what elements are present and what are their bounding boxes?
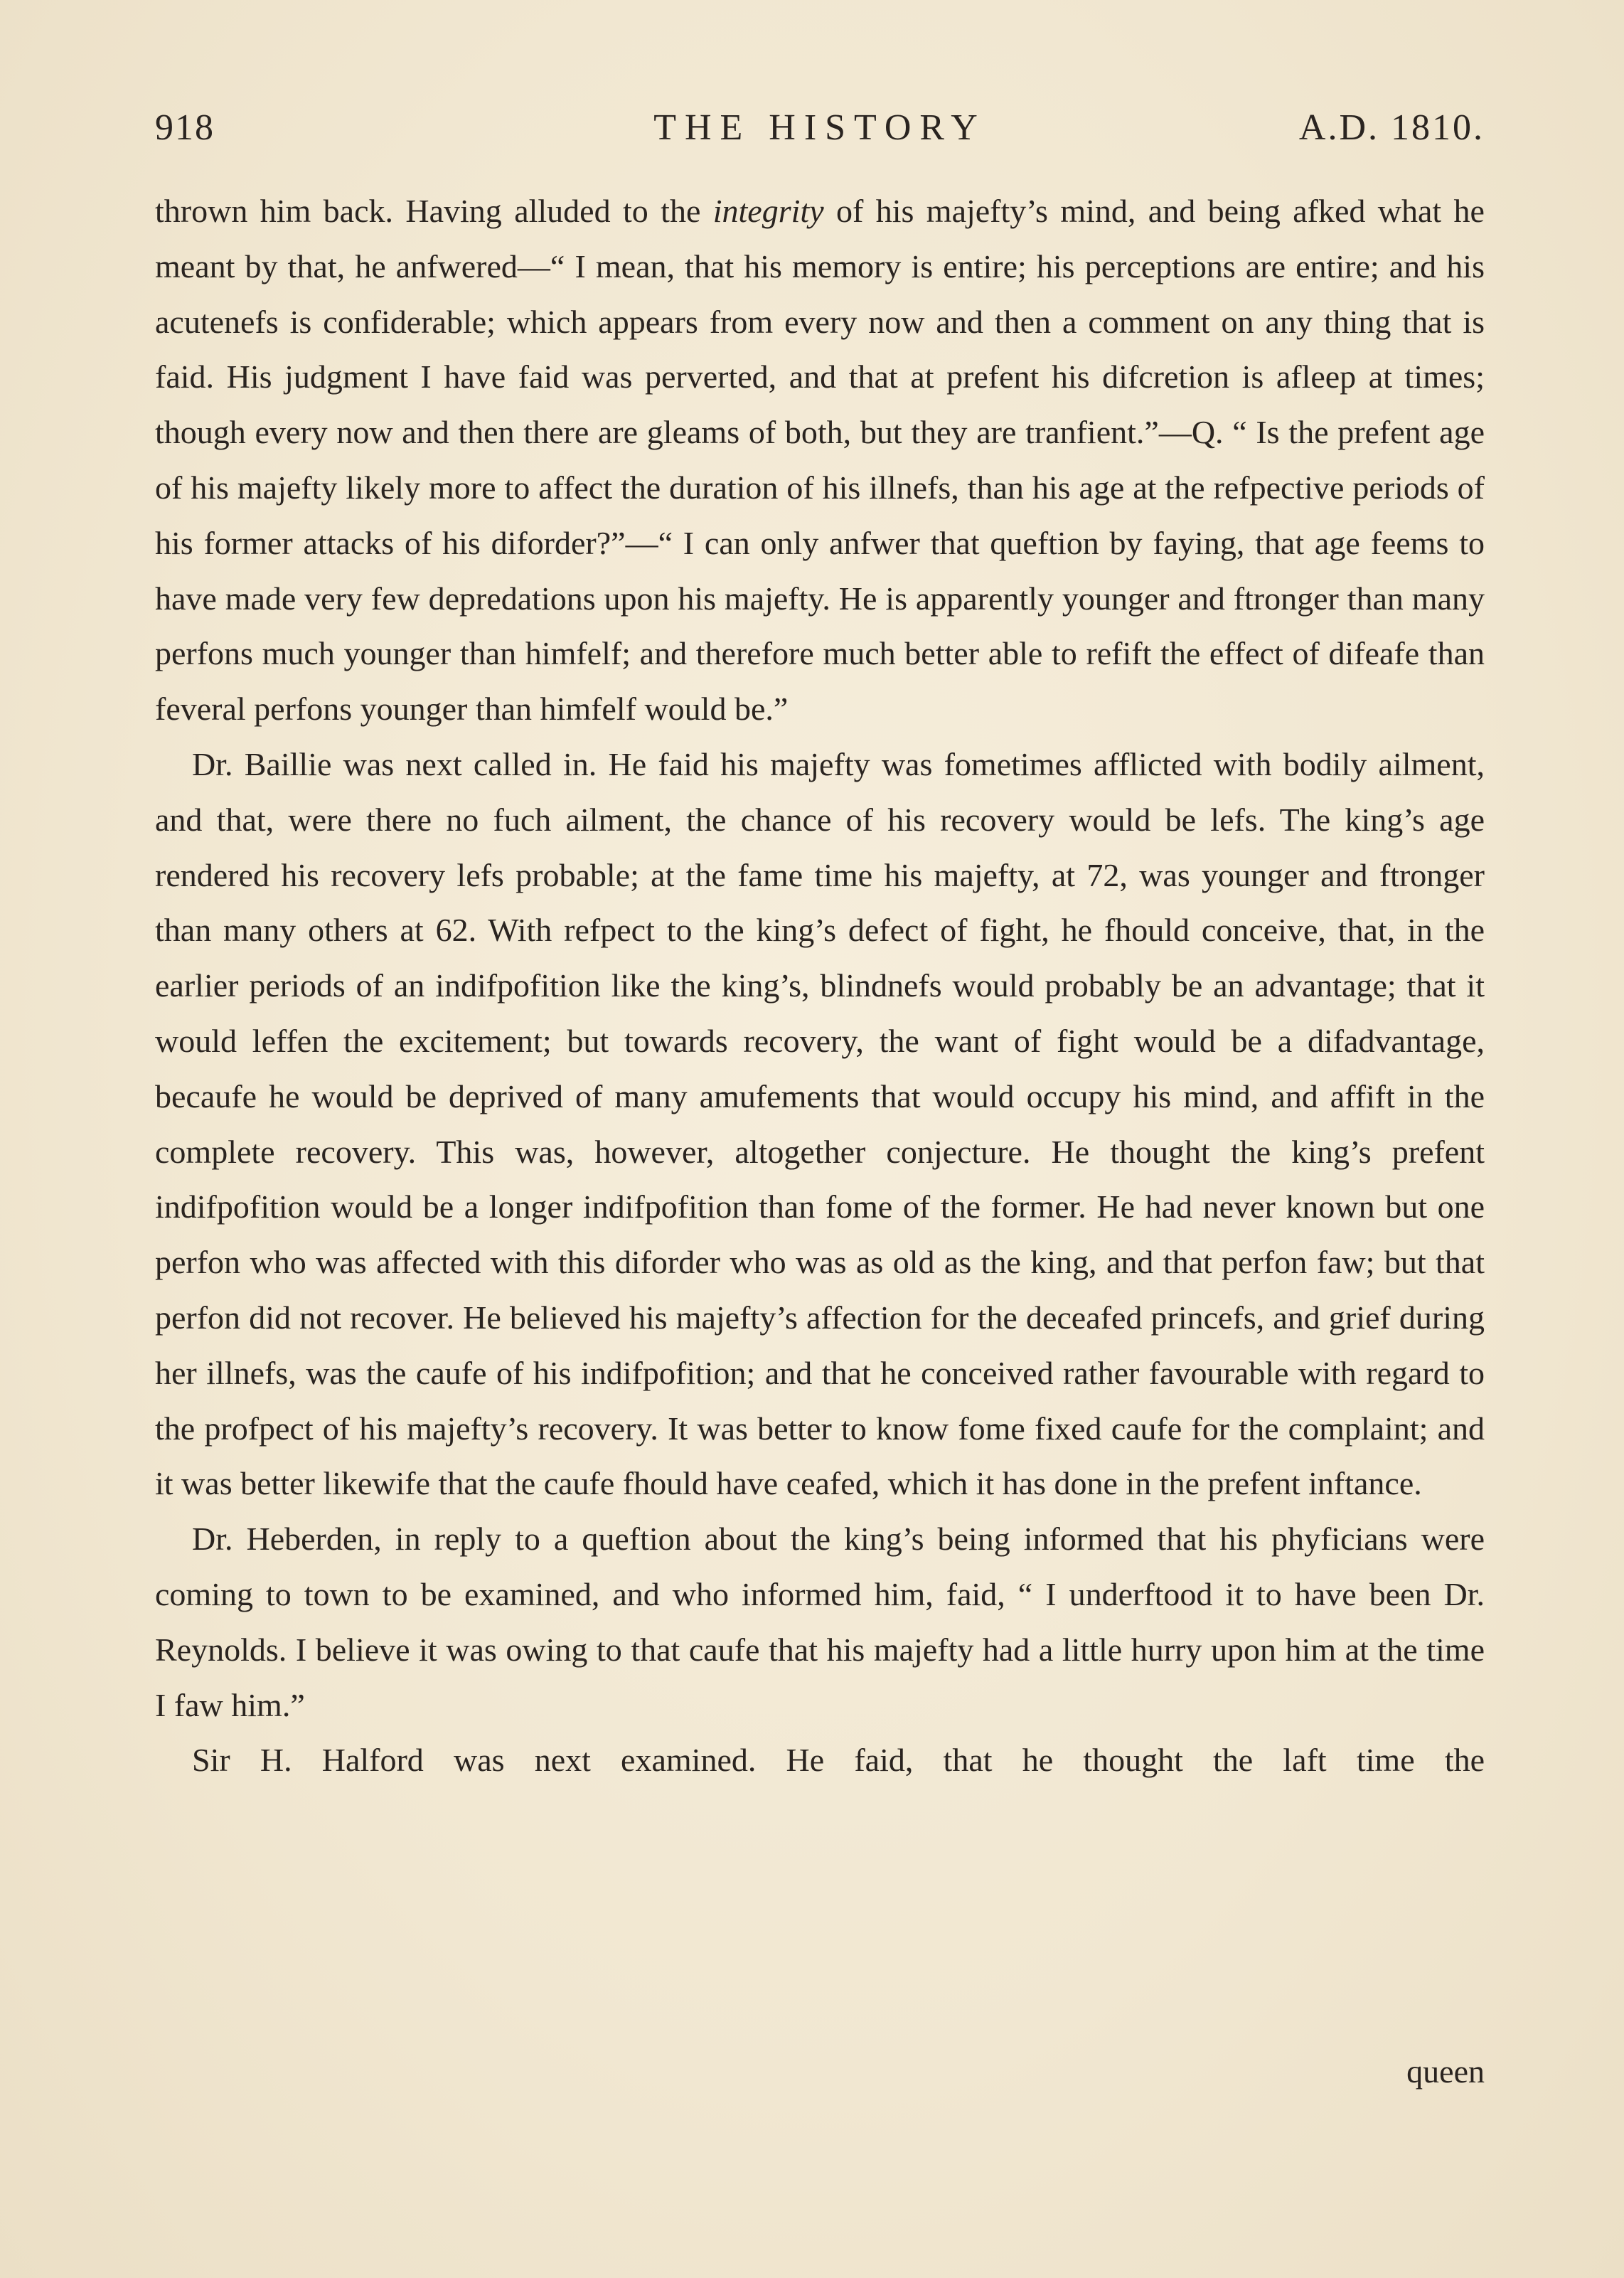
running-title: THE HISTORY: [653, 107, 986, 148]
catchword: queen: [1406, 2053, 1485, 2090]
paragraph-1-start: thrown him back. Having alluded to the: [155, 193, 713, 229]
body-text: [155, 183, 1485, 1788]
paragraph-1-rest: of his majefty’s mind, and being afked what he meant by that, he anfwered—“ I mean, that his memory is entire; his perceptions are entire; and his acutenefs is confiderable; which appears from every now and then a comment on any thing that is faid. His judgment I have faid was perverted, and that at prefent his difcretion is afleep at times; though every now and then there are gleams of both, but they are tranfient.”—Q. “ Is the prefent age of his majefty likely more to affect the duration of his illnefs, than his age at the refpective periods of his former attacks of his diforder?”—“ I can only anfwer that queftion by faying, that age feems to have made very few depredations upon his majefty. He is apparently younger and ftronger than many perfons much younger than himfelf; and therefore much better able to refift the effect of difeafe than feveral perfons younger than himfelf would be.”: [155, 193, 1485, 728]
paragraph-2: Dr. Baillie was next called in. He faid his majefty was fometimes afflicted with bodily ailment, and that, were there no fuch ailment, the chance of his recovery would be lefs. The king’s age rendered his recovery lefs probable; at the fame time his majefty, at 72, was younger and ftronger than many others at 62. With refpect to the king’s defect of fight, he fhould conceive, that, in the earlier periods of an indifpofition like the king’s, blindnefs would probably be an advantage; that it would leffen the excitement; but towards recovery, the want of fight would be a difadvantage, becaufe he would be deprived of many amufements that would occupy his mind, and affift in the complete recovery. This was, however, altogether conjecture. He thought the king’s prefent indifpofition would be a longer indifpofition than fome of the former. He had never known but one perfon who was affected with this diforder who was as old as the king, and that perfon faw; but that perfon did not recover. He believed his majefty’s affection for the deceafed princefs, and grief during her illnefs, was the caufe of his indifpofition; and that he conceived rather favourable with regard to the profpect of his majefty’s recovery. It was better to know fome fixed caufe for the complaint; and it was better likewife that the caufe fhould have ceafed, which it has done in the prefent inftance.: [155, 745, 1485, 1502]
paragraph-1: [155, 183, 1485, 737]
paragraph-1-italic: integrity: [712, 193, 824, 229]
paragraph-4: Sir H. Halford was next examined. He faid, that he thought the laft time the: [192, 1742, 1485, 1779]
page-header: [155, 107, 1485, 164]
paragraph-3: Dr. Heberden, in reply to a queftion about the king’s being informed that his phyficians were coming to town to be examined, and who informed him, faid, “ I underftood it to have been Dr. Reynolds. I believe it was owing to that caufe that his majefty had a little hurry upon him at the time I faw him.”: [155, 1521, 1485, 1723]
page-number: 918: [155, 107, 215, 148]
header-date: A.D. 1810.: [1298, 107, 1485, 148]
